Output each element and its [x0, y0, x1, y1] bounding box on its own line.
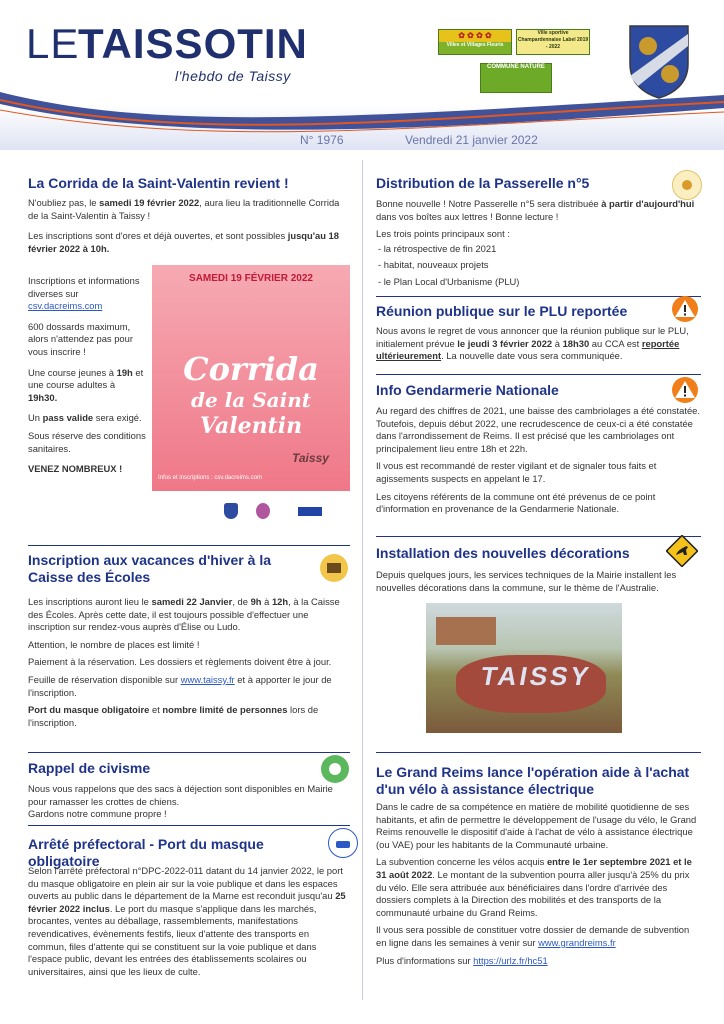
sponsor-icon [298, 507, 322, 516]
corrida-sidebar [28, 275, 146, 481]
mask-icon [328, 828, 358, 858]
decorations-photo [426, 603, 622, 733]
vacances-p4: Feuille de réservation disponible sur www.taissy.fr et à apporter le jour de l'inscription. [28, 673, 332, 698]
gendarmerie-p3: Les citoyens référents de la commune ont été prévenus de ce point d'information en provenance de la Gendarmerie Nationale. [376, 490, 656, 515]
corrida-side5: Sous réserve des conditions sanitaires. [28, 429, 146, 454]
newsletter-icon [672, 170, 702, 200]
masthead-le: LE [26, 20, 80, 67]
civisme-p2: Gardons notre commune propre ! [28, 808, 167, 820]
passerelle-title: Distribution de la Passerelle n°5 [376, 175, 590, 191]
photo-lettering: TAISSY [478, 661, 594, 691]
corrida-p1: N'oubliez pas, le samedi 19 février 2022, aura lieu la traditionnelle Corrida de la Saint-Valentin à Taissy ! [28, 197, 340, 221]
plu-body [376, 325, 701, 368]
corrida-side6: VENEZ NOMBREUX ! [28, 463, 123, 475]
vacances-p3: Paiement à la réservation. Les dossiers et règlements doivent être à jour. [28, 656, 332, 668]
vacances-p1: Les inscriptions auront lieu le samedi 22 Janvier, de 9h à 12h, à la Caisse des Écoles. Après cette date, il est toujours possible d'effectuer une inscription sur rendez-vous auprès d'Élise ou Ludo. [28, 596, 340, 633]
masthead-subtitle: l'hebdo de Taissy [175, 68, 291, 84]
corrida-side2: 600 dossards maximum, alors n'attendez pas pour vous inscrire ! [28, 320, 133, 357]
gendarmerie-title: Info Gendarmerie Nationale [376, 382, 559, 398]
grandreims-link[interactable]: www.grandreims.fr [538, 936, 616, 948]
civisme-body [28, 783, 350, 826]
vacances-p2: Attention, le nombre de places est limité ! [28, 638, 200, 650]
label-commune-text: COMMUNE NATURE [487, 64, 545, 70]
warning-icon [671, 377, 699, 403]
section-divider [28, 545, 350, 546]
poster-date: SAMEDI 19 FÉVRIER 2022 [189, 273, 313, 284]
arrete-p1: Selon l'arrêté préfectoral n°DPC-2022-011 datant du 14 janvier 2022, le port du masque obligatoire en plein air sur la voie publique et dans les espaces ouverts au public dans le département de la Marne est reconduit jusqu'au 25 février 2022 inclus. Le port du masque s'applique dans les marchés, brocantes, ventes au déballage, rassemblements, manifestations revendicatives, évènements festifs, lieux d'attente des transports en commun, files d'attente qui se constituent sur la voie publique et dans l'espace public, devant les entrées des établissements scolaires ou universitaires, ainsi que les lieux de culte. [28, 865, 346, 977]
corrida-title: La Corrida de la Saint-Valentin revient ! [28, 175, 289, 191]
warning-icon [671, 296, 699, 322]
corrida-p2: Les inscriptions sont d'ores et déjà ouvertes, et sont possibles jusqu'au 18 février 2022 à 10h. [28, 230, 339, 254]
coat-of-arms-icon [628, 24, 690, 100]
masthead-title: TAISSOTIN [78, 20, 308, 67]
label-villes-text: Villes et Villages Fleuris [446, 42, 504, 48]
issue-date: Vendredi 21 janvier 2022 [405, 133, 538, 147]
dog-icon [321, 755, 349, 783]
velo-p4: Plus d'informations sur https://urlz.fr/hc51 [376, 954, 548, 966]
vacances-title: Inscription aux vacances d'hiver à la Caisse des Écoles [28, 552, 271, 585]
sponsor-icon [256, 503, 270, 519]
poster-infos: Infos et inscriptions : csv.dacreims.com [158, 475, 262, 481]
list-item: - le Plan Local d'Urbanisme (PLU) [378, 275, 520, 287]
passerelle-p2: Les trois points principaux sont : [376, 228, 510, 240]
passerelle-list [378, 243, 701, 289]
gendarmerie-p1: Au regard des chiffres de 2021, une baisse des cambriolages a été constatée. Toutefois, depuis début 2022, une recrudescence de ceux-ci a été constatée dans l'arrondissement de Reims. Il est précisé que les cambriolages ont principalement lieu entre 18h et 22h. [376, 405, 700, 454]
section-divider [376, 536, 701, 537]
plu-p1: Nous avons le regret de vous annoncer que la réunion publique sur le PLU, initialement prévue le jeudi 3 février 2022 à 18h30 au CCA est reportée ultérieurement. La nouvelle date vous sera communiquée. [376, 325, 689, 362]
urlz-link[interactable]: https://urlz.fr/hc51 [473, 954, 548, 966]
vacances-body [28, 596, 350, 734]
label-sportive-text: Ville sportive Champardennaise Label 2019 - 2022 [517, 30, 589, 50]
school-icon [320, 554, 348, 582]
section-divider [28, 752, 350, 753]
flower-icon: ✿ ✿ ✿ ✿ [439, 30, 511, 42]
corrida-intro [28, 197, 350, 260]
passerelle-p1: Bonne nouvelle ! Notre Passerelle n°5 sera distribuée à partir d'aujourd'hui dans vos boîtes aux lettres ! Bonne lecture ! [376, 198, 695, 222]
taissy-link[interactable]: www.taissy.fr [180, 673, 235, 685]
corrida-side1: Inscriptions et informations diverses sur csv.dacreims.com [28, 275, 140, 312]
corrida-link[interactable]: csv.dacreims.com [28, 300, 103, 312]
corrida-poster [152, 265, 350, 530]
list-item: - habitat, nouveaux projets [378, 259, 489, 271]
velo-p2: La subvention concerne les vélos acquis entre le 1er septembre 2021 et le 31 août 2022. Le montant de la subvention pourra aller jusqu'à 25% du prix du vélo. Elle sera attribuée aux bénéficiaires dans l'ordre d'arrivée des dossiers complets à la Direction des mobilités et des transports de la communauté urbaine du Grand Reims. [376, 856, 692, 918]
decorations-title: Installation des nouvelles décorations [376, 545, 630, 561]
column-divider [362, 160, 363, 1000]
velo-p3: Il vous sera possible de constituer votre dossier de demande de subvention en ligne dans les semaines à venir sur www.grandreims.fr [376, 924, 690, 948]
decorations-body [376, 569, 701, 599]
section-divider [376, 752, 701, 753]
poster-sponsor-strip [152, 491, 350, 530]
section-divider [28, 825, 350, 826]
label-commune-nature [480, 63, 552, 93]
velo-body [376, 801, 701, 972]
civisme-p1: Nous vous rappelons que des sacs à déjection sont disponibles en Mairie pour ramasser les crottes de chiens. [28, 783, 333, 807]
section-divider [376, 296, 701, 297]
civisme-title: Rappel de civisme [28, 760, 151, 776]
sponsor-icon [224, 503, 238, 519]
arrete-title: Arrêté préfectoral - Port du masque obligatoire [28, 836, 264, 869]
poster-title-1: Corrida [183, 350, 319, 388]
velo-title: Le Grand Reims lance l'opération aide à l'achat d'un vélo à assistance électrique [376, 764, 690, 797]
poster-title-2: de la Saint [191, 388, 311, 412]
building [436, 617, 496, 645]
passerelle-body [376, 198, 701, 293]
vacances-p5: Port du masque obligatoire et nombre limité de personnes lors de l'inscription. [28, 704, 319, 728]
poster-brand: Taissy [292, 451, 329, 465]
velo-p1: Dans le cadre de sa compétence en matière de mobilité quotidienne de ses habitants, et afin de permettre le développement de l'usage du vélo, le Grand Reims renouvelle le dispositif d'aide à l'achat de vélo à assistance électrique (ou VAE) pour les habitants de la Communauté urbaine. [376, 801, 697, 850]
issue-number: N° 1976 [300, 133, 344, 147]
kangaroo-sign-icon [666, 535, 698, 567]
gendarmerie-p2: Il vous est recommandé de rester vigilant et de signaler tous faits et agissements suspects en appelant le 17. [376, 460, 657, 484]
gendarmerie-body [376, 405, 701, 521]
plu-title: Réunion publique sur le PLU reportée [376, 303, 628, 319]
corrida-side3: Une course jeunes à 19h et une course adultes à 19h30. [28, 366, 144, 403]
arrete-body [28, 865, 350, 983]
section-divider [376, 374, 701, 375]
label-ville-sportive [516, 29, 590, 55]
decorations-p1: Depuis quelques jours, les services techniques de la Mairie installent les nouvelles décorations dans la commune, sur le thème de l'Australie. [376, 569, 677, 593]
corrida-side4: Un pass valide sera exigé. [28, 412, 142, 424]
list-item: - la rétrospective de fin 2021 [378, 242, 497, 254]
label-villes-fleuries [438, 29, 512, 55]
poster-title-3: Valentin [199, 413, 303, 439]
